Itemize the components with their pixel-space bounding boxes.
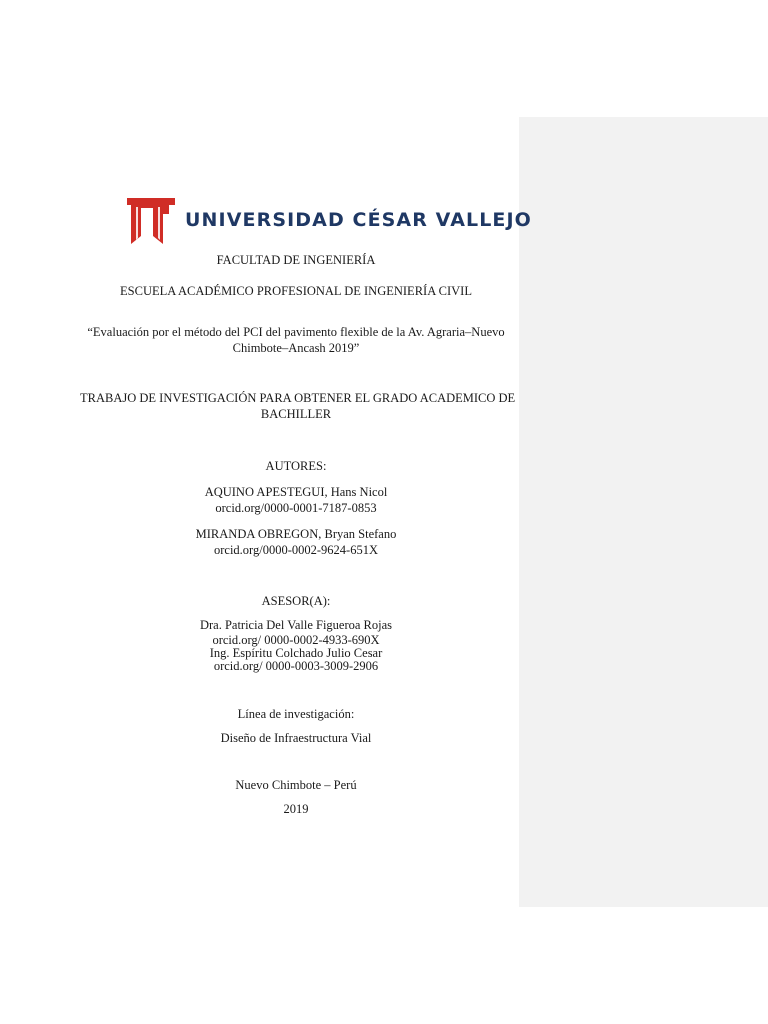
faculty-name: FACULTAD DE INGENIERÍA xyxy=(216,253,376,267)
degree-line-1: TRABAJO DE INVESTIGACIÓN PARA OBTENER EL GRADO ACADEMICO DE xyxy=(80,391,516,405)
university-logo xyxy=(127,196,532,246)
university-name: UNIVERSIDAD CÉSAR VALLEJO xyxy=(185,209,532,231)
author-1-orcid: orcid.org/0000-0001-7187-0853 xyxy=(215,501,377,515)
comment-pane xyxy=(519,117,768,907)
research-line: Diseño de Infraestructura Vial xyxy=(220,731,372,745)
place: Nuevo Chimbote – Perú xyxy=(235,778,357,792)
thesis-title-line-2: Chimbote–Ancash 2019” xyxy=(232,341,360,355)
thesis-title-line-1: “Evaluación por el método del PCI del pavimento flexible de la Av. Agraria–Nuevo xyxy=(87,325,505,339)
research-line-heading: Línea de investigación: xyxy=(237,707,355,721)
advisors-heading: ASESOR(A): xyxy=(261,594,331,608)
advisor-2-name: Ing. Espíritu Colchado Julio Cesar xyxy=(209,646,383,660)
authors-heading: AUTORES: xyxy=(265,459,327,473)
advisor-1-orcid: orcid.org/ 0000-0002-4933-690X xyxy=(212,633,380,647)
author-2-orcid: orcid.org/0000-0002-9624-651X xyxy=(214,543,378,557)
advisor-1-name: Dra. Patricia Del Valle Figueroa Rojas xyxy=(199,618,393,632)
school-name: ESCUELA ACADÉMICO PROFESIONAL DE INGENIERÍA CIVIL xyxy=(120,284,472,298)
year: 2019 xyxy=(283,802,309,816)
university-emblem-icon xyxy=(127,196,177,246)
author-1-name: AQUINO APESTEGUI, Hans Nicol xyxy=(204,485,388,499)
degree-line-2: BACHILLER xyxy=(260,407,332,421)
advisor-2-orcid: orcid.org/ 0000-0003-3009-2906 xyxy=(213,659,379,673)
author-2-name: MIRANDA OBREGON, Bryan Stefano xyxy=(195,527,397,541)
